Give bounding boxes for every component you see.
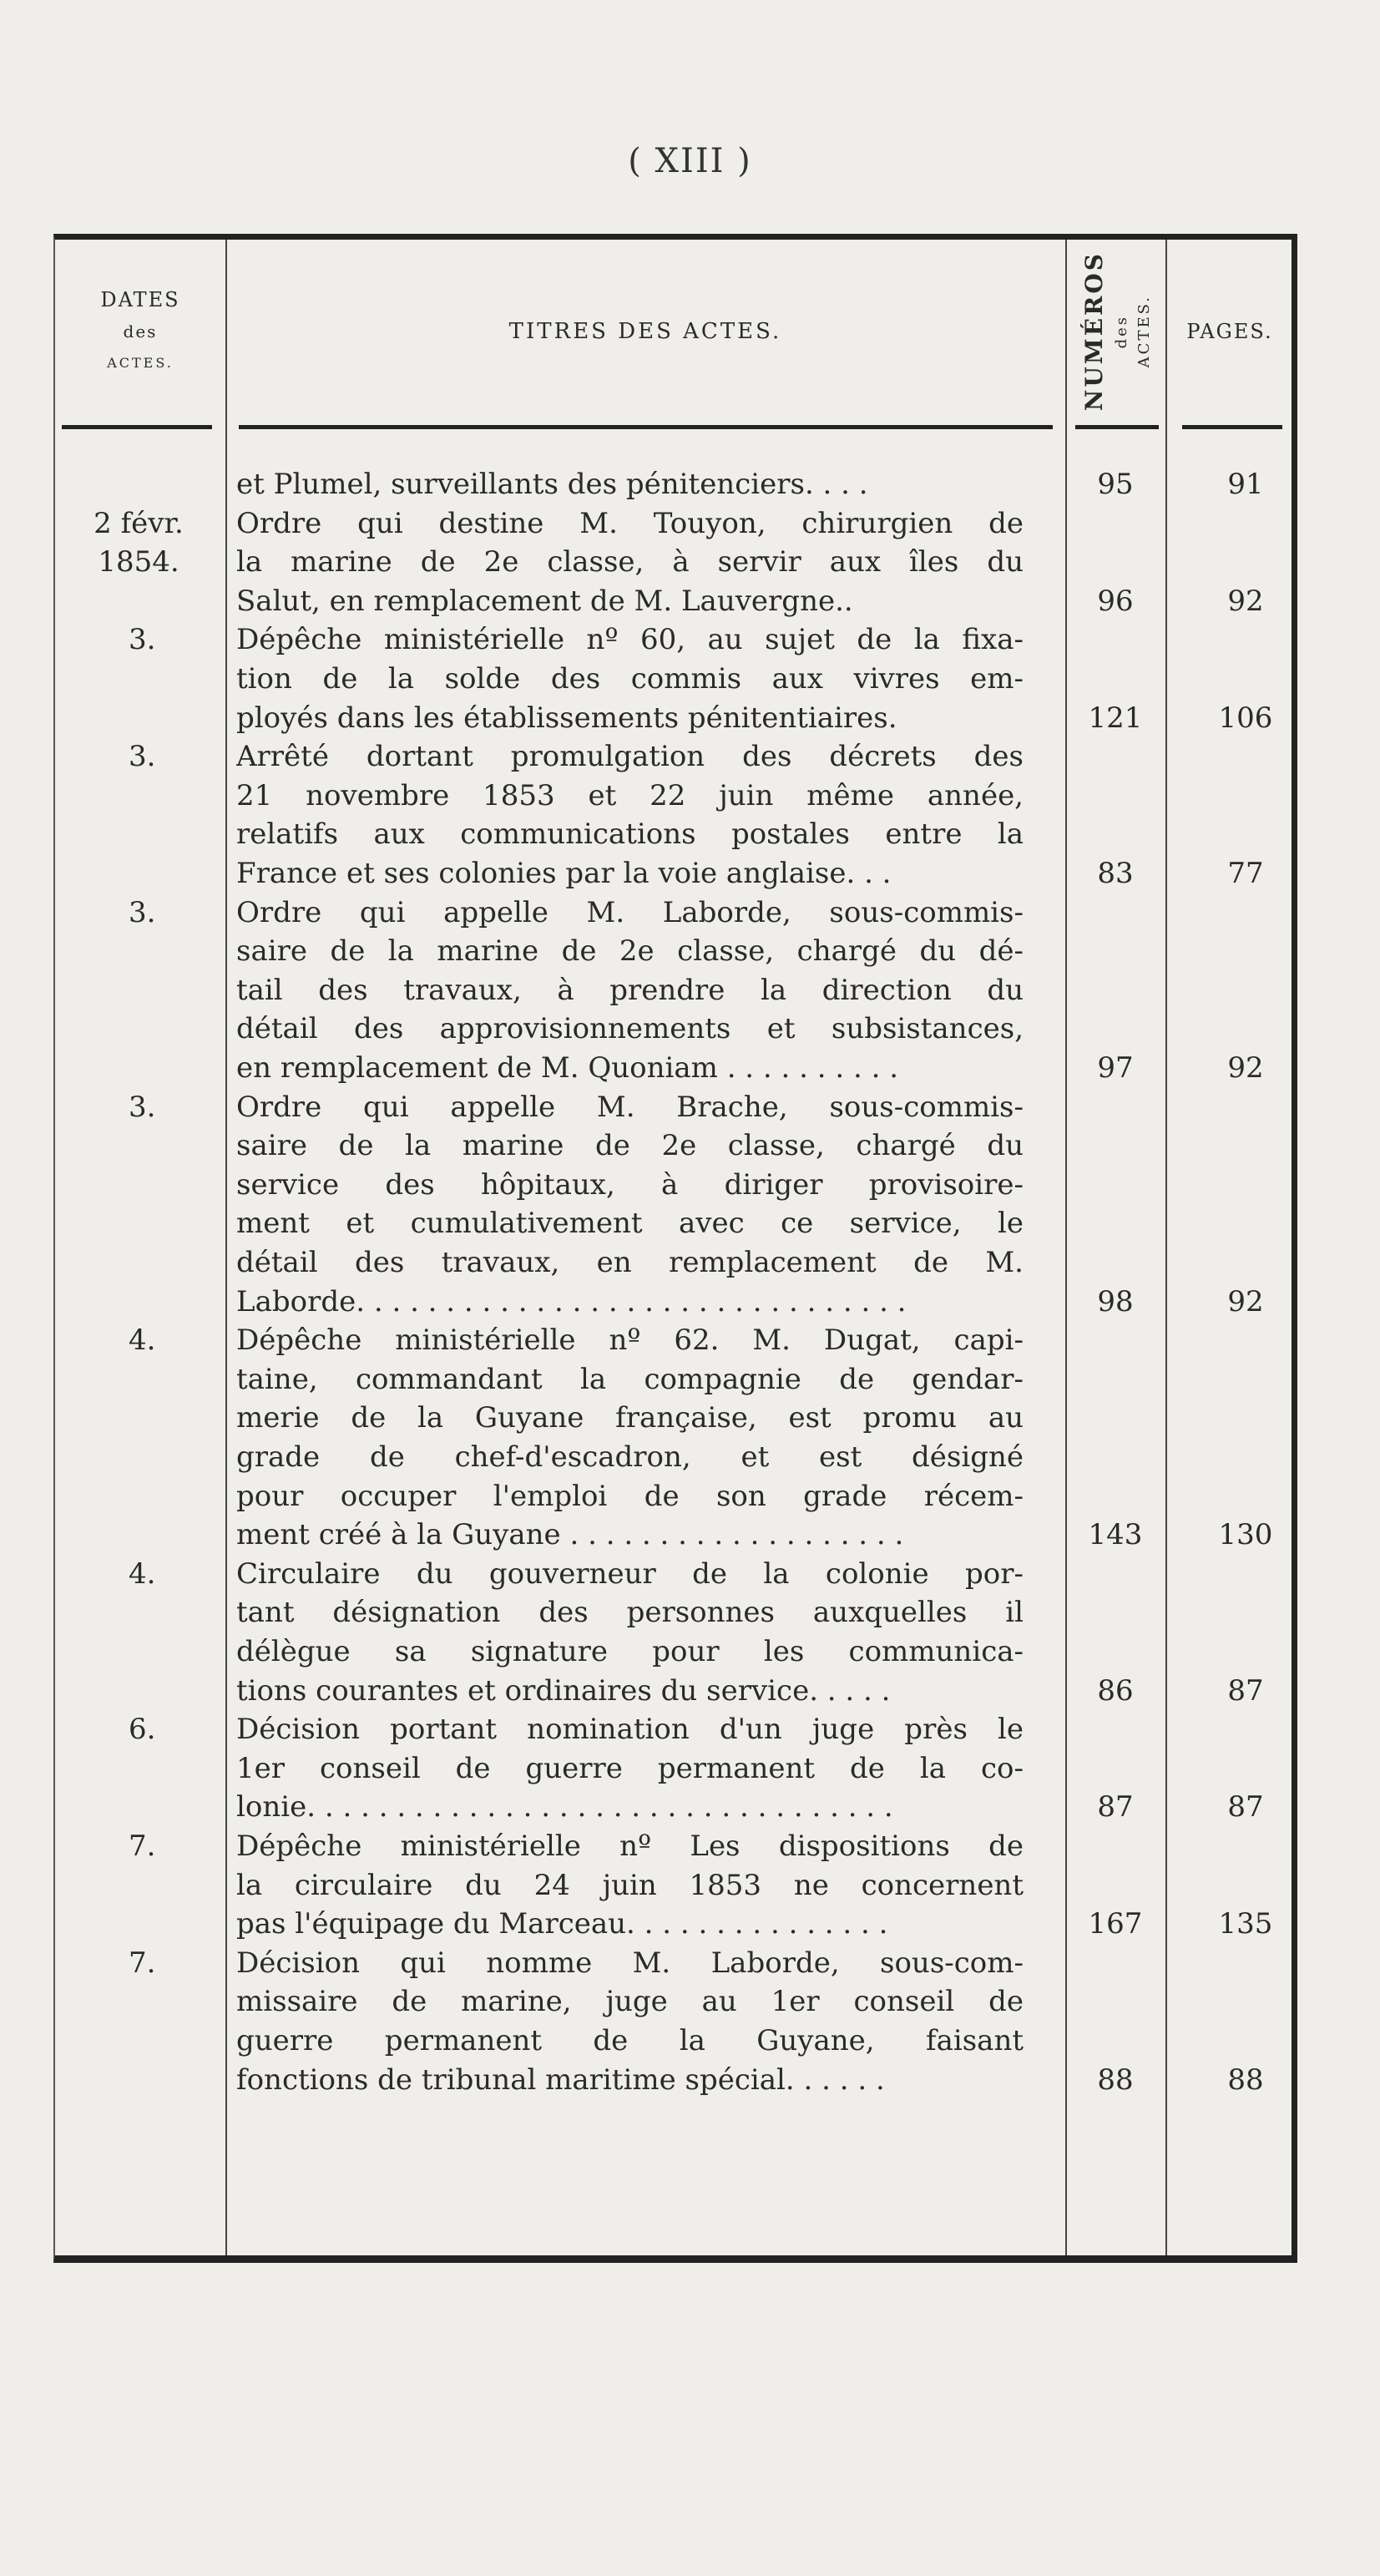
- act-title-line: délègue sa signature pour les communica-: [236, 1635, 1024, 1668]
- header-numeros-small: des: [1112, 314, 1130, 349]
- act-title-line: Dépêche ministérielle nº 60, au sujet de la fixa-: [236, 623, 1024, 657]
- act-title-line: relatifs aux communications postales entre la: [236, 817, 1024, 852]
- act-title-line: Ordre qui appelle M. Laborde, sous-commis-: [236, 895, 1024, 929]
- act-title-line: missaire de marine, juge au 1er conseil de: [236, 1985, 1024, 2019]
- act-title-line: taine, commandant la compagnie de gendar-: [236, 1362, 1024, 1396]
- act-title-line: tion de la solde des commis aux vivres em-: [236, 662, 1024, 696]
- act-title-line: pas l'équipage du Marceau. . . . . . . . . . . . . . .: [236, 1907, 888, 1941]
- acts-table: [53, 234, 1297, 2263]
- act-title-line: et Plumel, surveillants des pénitenciers. . . .: [236, 468, 868, 501]
- act-date: 3.: [129, 623, 156, 657]
- act-numero: 83: [1097, 857, 1134, 890]
- header-dates-line2: des: [123, 321, 158, 342]
- act-title-line: 21 novembre 1853 et 22 juin même année,: [236, 778, 1024, 812]
- act-title-line: saire de la marine de 2e classe, chargé du dé-: [236, 934, 1024, 969]
- act-page: 92: [1227, 584, 1264, 618]
- act-numero: 98: [1097, 1284, 1134, 1318]
- header-numeros-big: NUMÉROS: [1079, 251, 1108, 412]
- column-rule: [225, 240, 227, 2255]
- act-title-line: ployés dans les établissements pénitentiaires.: [236, 701, 897, 735]
- act-title-line: pour occuper l'emploi de son grade récem-: [236, 1479, 1024, 1513]
- column-rule: [1065, 240, 1067, 2255]
- header-numeros-small2: ACTES.: [1135, 295, 1153, 368]
- header-dates-line3: ACTES.: [107, 355, 174, 371]
- act-numero: 121: [1088, 701, 1143, 735]
- act-numero: 97: [1097, 1051, 1134, 1085]
- act-title-line: grade de chef-d'escadron, et est désigné: [236, 1440, 1024, 1474]
- header-underline: [62, 425, 212, 429]
- act-title-line: Dépêche ministérielle nº 62. M. Dugat, capi-: [236, 1323, 1024, 1358]
- act-page: 92: [1227, 1051, 1264, 1085]
- act-page: 88: [1227, 2062, 1264, 2097]
- act-title-line: Laborde. . . . . . . . . . . . . . . . . . . . . . . . . . . . . . .: [236, 1284, 907, 1318]
- act-title-line: guerre permanent de la Guyane, faisant: [236, 2024, 1024, 2057]
- act-numero: 167: [1088, 1907, 1143, 1941]
- act-numero: 95: [1097, 468, 1134, 501]
- act-date: 3.: [129, 740, 156, 774]
- act-date: 4.: [129, 1323, 156, 1358]
- act-title-line: détail des travaux, en remplacement de M.: [236, 1246, 1024, 1279]
- act-title-line: France et ses colonies par la voie anglaise. . .: [236, 857, 892, 890]
- act-title-line: la circulaire du 24 juin 1853 ne concernent: [236, 1868, 1024, 1902]
- act-title-line: Circulaire du gouverneur de la colonie por-: [236, 1556, 1024, 1591]
- act-numero: 96: [1097, 584, 1134, 618]
- act-page: 77: [1227, 857, 1264, 890]
- act-date: 6.: [129, 1713, 156, 1747]
- act-title-line: la marine de 2e classe, à servir aux îles du: [236, 545, 1024, 579]
- act-date: 7.: [129, 1946, 156, 1980]
- act-title-line: Dépêche ministérielle nº Les dispositions de: [236, 1830, 1024, 1863]
- act-date: 3.: [129, 895, 156, 929]
- act-title-line: ment créé à la Guyane . . . . . . . . . . . . . . . . . . .: [236, 1518, 904, 1552]
- act-title-line: Ordre qui destine M. Touyon, chirurgien de: [236, 506, 1024, 540]
- act-date-year: 1854.: [98, 545, 179, 579]
- act-title-line: tail des travaux, à prendre la direction du: [236, 973, 1024, 1007]
- header-titles: TITRES DES ACTES.: [508, 319, 782, 344]
- header-dates: [55, 240, 225, 423]
- header-underline: [1075, 425, 1159, 429]
- act-title-line: merie de la Guyane française, est promu au: [236, 1401, 1024, 1435]
- act-title-line: 1er conseil de guerre permanent de la co-: [236, 1751, 1024, 1785]
- act-date: 7.: [129, 1830, 156, 1863]
- act-page: 130: [1218, 1518, 1273, 1552]
- act-page: 92: [1227, 1284, 1264, 1318]
- act-title-line: Salut, en remplacement de M. Lauvergne..: [236, 584, 853, 618]
- act-title-line: Arrêté dortant promulgation des décrets des: [236, 740, 1024, 774]
- act-page: 87: [1227, 1673, 1264, 1708]
- act-title-line: lonie. . . . . . . . . . . . . . . . . . . . . . . . . . . . . . . . .: [236, 1790, 893, 1824]
- act-date: 3.: [129, 1090, 156, 1124]
- act-title-line: Décision qui nomme M. Laborde, sous-com-: [236, 1946, 1024, 1980]
- act-title-line: tant désignation des personnes auxquelles il: [236, 1596, 1024, 1630]
- header-pages: PAGES.: [1186, 320, 1273, 343]
- act-title-line: en remplacement de M. Quoniam . . . . . . . . . .: [236, 1051, 899, 1085]
- act-numero: 87: [1097, 1790, 1134, 1824]
- act-page: 91: [1227, 468, 1264, 501]
- act-numero: 143: [1088, 1518, 1143, 1552]
- act-title-line: détail des approvisionnements et subsistances,: [236, 1012, 1024, 1046]
- act-date: 4.: [129, 1556, 156, 1591]
- act-page: 106: [1218, 701, 1273, 735]
- act-title-line: Ordre qui appelle M. Brache, sous-commis-: [236, 1090, 1024, 1124]
- act-page: 87: [1227, 1790, 1264, 1824]
- act-page: 135: [1218, 1907, 1273, 1941]
- header-dates-line1: DATES: [100, 288, 180, 311]
- act-numero: 88: [1097, 2062, 1134, 2097]
- act-title-line: fonctions de tribunal maritime spécial. . . . . .: [236, 2062, 885, 2097]
- header-underline: [239, 425, 1053, 429]
- header-numeros: [1067, 240, 1165, 423]
- act-title-line: saire de la marine de 2e classe, chargé du: [236, 1129, 1024, 1163]
- act-date: 2 févr.: [94, 506, 184, 540]
- act-title-line: service des hôpitaux, à diriger provisoire-: [236, 1167, 1024, 1202]
- act-title-line: Décision portant nomination d'un juge près le: [236, 1713, 1024, 1747]
- act-numero: 86: [1097, 1673, 1134, 1708]
- act-title-line: tions courantes et ordinaires du service. . . . .: [236, 1673, 891, 1708]
- header-underline: [1182, 425, 1282, 429]
- column-rule: [1165, 240, 1167, 2255]
- act-title-line: ment et cumulativement avec ce service, le: [236, 1207, 1024, 1241]
- page-header: ( XIII ): [628, 142, 752, 180]
